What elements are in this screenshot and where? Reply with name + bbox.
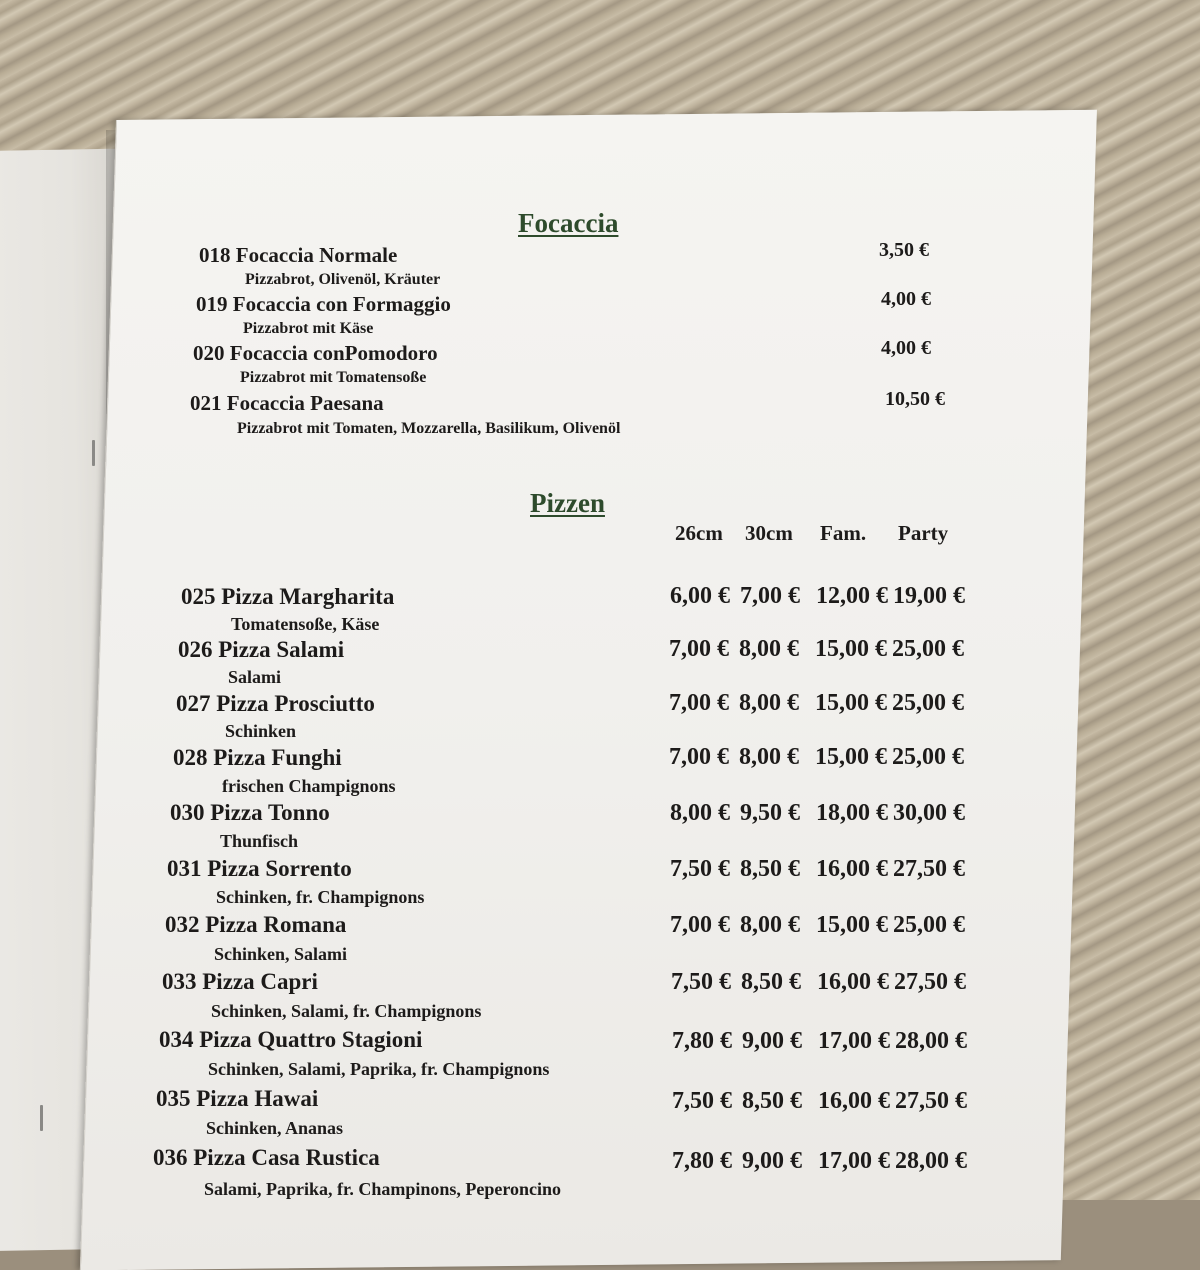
item-prices bbox=[670, 800, 993, 827]
item-prices bbox=[671, 969, 994, 996]
price-cell: 19,00 € bbox=[893, 583, 965, 609]
item-prices bbox=[672, 1088, 995, 1115]
item-number: 027 bbox=[176, 691, 211, 716]
item-name bbox=[181, 584, 394, 610]
price-cell: 7,50 € bbox=[671, 969, 731, 995]
price-cell: 7,00 € bbox=[669, 690, 729, 716]
price-cell: 25,00 € bbox=[892, 744, 964, 770]
section-title-pizzen: Pizzen bbox=[530, 488, 605, 518]
item-title: Focaccia conPomodoro bbox=[229, 341, 438, 365]
price-cell: 30,00 € bbox=[893, 800, 965, 826]
item-number: 032 bbox=[165, 912, 200, 937]
price-cell: 7,80 € bbox=[672, 1028, 732, 1054]
item-description: Tomatensoße, Käse bbox=[231, 614, 380, 634]
item-description: Schinken bbox=[225, 721, 297, 741]
section-title-focaccia: Focaccia bbox=[518, 208, 619, 238]
price-row bbox=[669, 636, 992, 663]
item-prices bbox=[672, 1028, 995, 1055]
price-cell: 27,50 € bbox=[894, 969, 966, 995]
item-name bbox=[173, 745, 342, 771]
item-description: Schinken, Salami bbox=[214, 944, 348, 964]
item-description: Thunfisch bbox=[220, 831, 299, 851]
price-cell: 7,50 € bbox=[670, 856, 730, 882]
item-title: Pizza Romana bbox=[205, 912, 347, 937]
price-row bbox=[672, 1028, 995, 1055]
price-cell: 25,00 € bbox=[893, 912, 965, 938]
price-row bbox=[671, 969, 994, 996]
item-prices bbox=[670, 583, 993, 610]
item-price: 4,00 € bbox=[881, 288, 931, 310]
price-cell: 16,00 € bbox=[818, 1088, 890, 1114]
price-cell: 7,00 € bbox=[669, 636, 729, 662]
item-number: 018 bbox=[199, 243, 231, 267]
item-name bbox=[167, 856, 352, 882]
item-number: 033 bbox=[162, 969, 197, 994]
item-description: Pizzabrot, Olivenöl, Kräuter bbox=[245, 271, 441, 288]
price-row bbox=[672, 1088, 995, 1115]
item-number: 026 bbox=[178, 637, 213, 662]
item-name bbox=[159, 1027, 422, 1053]
price-cell: 8,00 € bbox=[670, 800, 730, 826]
price-cell: 8,00 € bbox=[739, 636, 799, 662]
item-title: Pizza Funghi bbox=[213, 745, 342, 770]
price-cell: 7,00 € bbox=[670, 912, 730, 938]
price-cell: 15,00 € bbox=[815, 744, 887, 770]
size-label: 30cm bbox=[745, 521, 793, 545]
item-price: 3,50 € bbox=[879, 239, 929, 261]
price-cell: 27,50 € bbox=[893, 856, 965, 882]
item-title: Pizza Capri bbox=[202, 969, 318, 994]
price-cell: 9,50 € bbox=[740, 800, 800, 826]
item-number: 030 bbox=[170, 800, 205, 825]
price-cell: 17,00 € bbox=[818, 1148, 890, 1174]
size-label: Party bbox=[898, 521, 949, 545]
price-row bbox=[669, 690, 992, 717]
item-name bbox=[190, 391, 384, 416]
size-label: 26cm bbox=[675, 521, 723, 545]
price-cell: 8,50 € bbox=[742, 1088, 802, 1114]
item-name bbox=[170, 800, 330, 826]
item-number: 028 bbox=[173, 745, 208, 770]
item-prices bbox=[669, 690, 992, 717]
item-name bbox=[156, 1086, 318, 1112]
item-prices bbox=[670, 912, 993, 939]
item-name bbox=[199, 243, 397, 268]
item-prices bbox=[670, 856, 993, 883]
item-title: Pizza Hawai bbox=[196, 1086, 319, 1111]
item-description: Schinken, Salami, Paprika, fr. Champignons bbox=[208, 1059, 550, 1079]
item-name bbox=[178, 637, 344, 663]
item-description: Pizzabrot mit Käse bbox=[243, 320, 374, 337]
price-cell: 8,00 € bbox=[739, 690, 799, 716]
price-cell: 9,00 € bbox=[742, 1028, 802, 1054]
item-prices bbox=[669, 744, 992, 771]
price-cell: 8,00 € bbox=[739, 744, 799, 770]
price-cell: 9,00 € bbox=[742, 1148, 802, 1174]
item-description: Schinken, Ananas bbox=[206, 1118, 344, 1138]
staple-icon bbox=[40, 1105, 43, 1131]
price-cell: 15,00 € bbox=[815, 690, 887, 716]
item-name bbox=[196, 292, 451, 317]
price-cell: 15,00 € bbox=[815, 636, 887, 662]
price-cell: 16,00 € bbox=[816, 856, 888, 882]
price-cell: 16,00 € bbox=[817, 969, 889, 995]
item-title: Focaccia Paesana bbox=[226, 391, 384, 415]
item-description: frischen Champignons bbox=[222, 776, 396, 796]
price-cell: 12,00 € bbox=[816, 583, 888, 609]
item-number: 021 bbox=[190, 391, 222, 415]
size-label: Fam. bbox=[820, 521, 867, 545]
item-title: Pizza Prosciutto bbox=[216, 691, 375, 716]
item-title: Pizza Sorrento bbox=[207, 856, 352, 881]
price-cell: 7,00 € bbox=[669, 744, 729, 770]
price-row bbox=[669, 744, 992, 771]
item-title: Focaccia con Formaggio bbox=[232, 292, 451, 316]
item-title: Pizza Tonno bbox=[210, 800, 330, 825]
item-name bbox=[165, 912, 346, 938]
item-number: 034 bbox=[159, 1027, 194, 1052]
price-cell: 25,00 € bbox=[892, 636, 964, 662]
staple-icon bbox=[92, 440, 95, 466]
item-prices bbox=[669, 636, 992, 663]
price-cell: 7,80 € bbox=[672, 1148, 732, 1174]
price-row bbox=[670, 856, 993, 883]
item-description: Schinken, fr. Champignons bbox=[216, 887, 425, 907]
item-title: Focaccia Normale bbox=[235, 243, 398, 267]
price-cell: 15,00 € bbox=[816, 912, 888, 938]
price-row bbox=[670, 912, 993, 939]
price-row bbox=[670, 583, 993, 610]
price-cell: 7,00 € bbox=[740, 583, 800, 609]
price-cell: 18,00 € bbox=[816, 800, 888, 826]
item-number: 020 bbox=[193, 341, 225, 365]
price-row bbox=[670, 800, 993, 827]
price-cell: 27,50 € bbox=[895, 1088, 967, 1114]
price-cell: 6,00 € bbox=[670, 583, 730, 609]
price-cell: 8,50 € bbox=[740, 856, 800, 882]
price-cell: 28,00 € bbox=[895, 1028, 967, 1054]
price-cell: 7,50 € bbox=[672, 1088, 732, 1114]
item-title: Pizza Casa Rustica bbox=[193, 1145, 380, 1170]
item-name bbox=[176, 691, 375, 717]
item-name bbox=[193, 341, 438, 366]
pizza-size-header bbox=[675, 521, 948, 546]
item-name bbox=[153, 1145, 380, 1171]
price-row bbox=[672, 1148, 995, 1175]
item-description: Schinken, Salami, fr. Champignons bbox=[211, 1001, 482, 1021]
item-number: 019 bbox=[196, 292, 228, 316]
item-price: 10,50 € bbox=[885, 388, 945, 410]
item-price: 4,00 € bbox=[881, 337, 931, 359]
item-number: 025 bbox=[181, 584, 216, 609]
item-number: 036 bbox=[153, 1145, 188, 1170]
price-cell: 28,00 € bbox=[895, 1148, 967, 1174]
price-cell: 17,00 € bbox=[818, 1028, 890, 1054]
item-description: Salami bbox=[228, 667, 282, 687]
item-description: Pizzabrot mit Tomatensoße bbox=[240, 369, 427, 386]
item-number: 031 bbox=[167, 856, 202, 881]
item-title: Pizza Salami bbox=[218, 637, 345, 662]
item-number: 035 bbox=[156, 1086, 191, 1111]
item-title: Pizza Margharita bbox=[221, 584, 395, 609]
price-cell: 8,50 € bbox=[741, 969, 801, 995]
item-title: Pizza Quattro Stagioni bbox=[199, 1027, 423, 1052]
item-name bbox=[162, 969, 318, 995]
item-description: Pizzabrot mit Tomaten, Mozzarella, Basilikum, Olivenöl bbox=[237, 420, 621, 437]
price-cell: 25,00 € bbox=[892, 690, 964, 716]
price-cell: 8,00 € bbox=[740, 912, 800, 938]
item-prices bbox=[672, 1148, 995, 1175]
item-description: Salami, Paprika, fr. Champinons, Peperoncino bbox=[204, 1179, 562, 1199]
